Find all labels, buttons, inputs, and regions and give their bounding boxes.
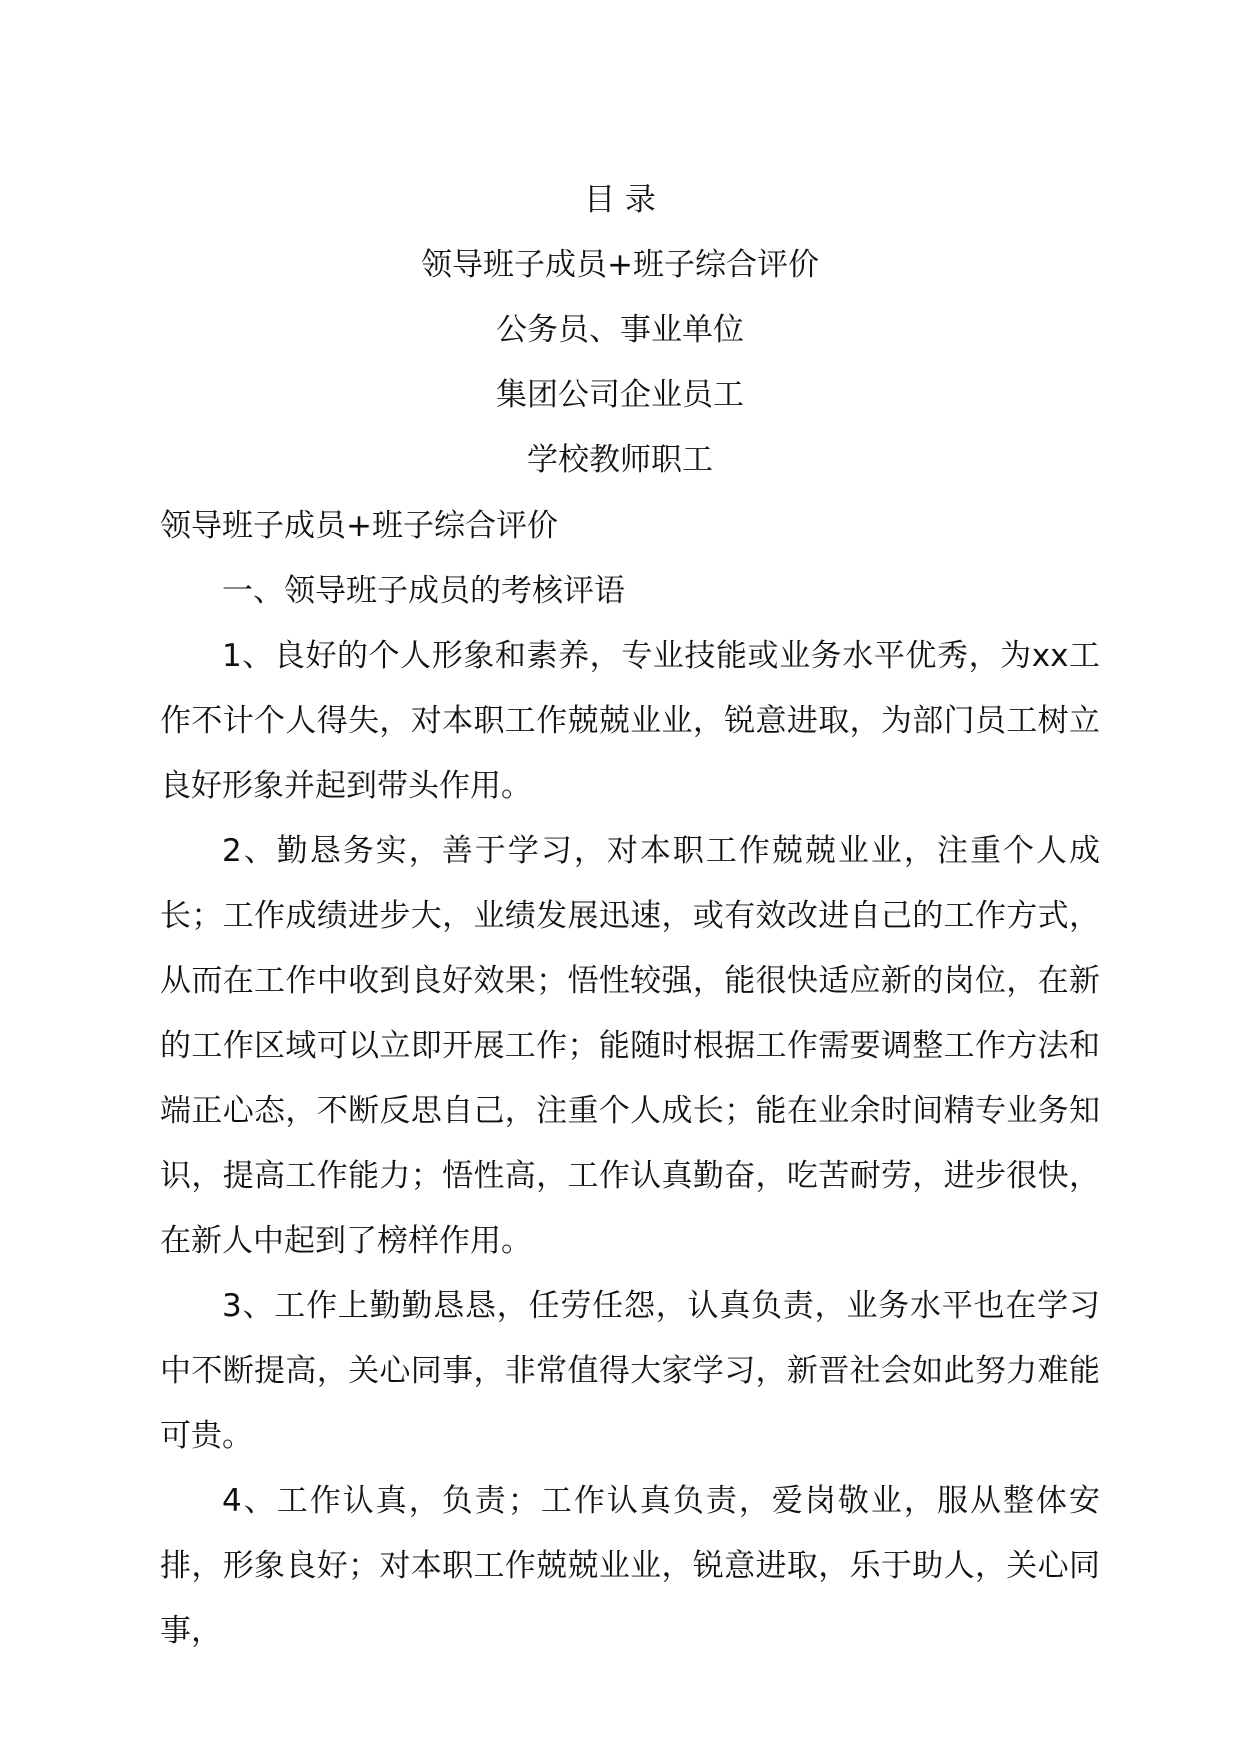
toc-entry: 领导班子成员+班子综合评价	[421, 247, 819, 283]
paragraph: 4、工作认真，负责；工作认真负责，爱岗敬业，服从整体安排，形象良好；对本职工作兢兢业业，锐意进取，乐于助人，关心同事，	[160, 1483, 1100, 1649]
subsection-title: 一、领导班子成员的考核评语	[222, 573, 625, 609]
paragraph: 2、勤恳务实，善于学习，对本职工作兢兢业业，注重个人成长；工作成绩进步大，业绩发展迅速，或有效改进自己的工作方式，从而在工作中收到良好效果；悟性较强，能很快适应新的岗位，在新的工作区域可以立即开展工作；能随时根据工作需要调整工作方法和端正心态，不断反思自己，注重个人成长；能在业余时间精专业务知识，提高工作能力；悟性高，工作认真勤奋，吃苦耐劳，进步很快，在新人中起到了榜样作用。	[160, 833, 1100, 1259]
toc-title: 目 录	[584, 182, 656, 218]
table-of-contents	[0, 168, 1240, 493]
section-title: 领导班子成员+班子综合评价	[160, 508, 558, 544]
toc-entry: 公务员、事业单位	[496, 312, 744, 348]
toc-entry: 学校教师职工	[527, 442, 713, 478]
paragraph: 1、良好的个人形象和素养，专业技能或业务水平优秀，为xx工作不计个人得失，对本职工作兢兢业业，锐意进取，为部门员工树立良好形象并起到带头作用。	[160, 638, 1100, 804]
document-body	[160, 494, 1100, 1664]
paragraph: 3、工作上勤勤恳恳，任劳任怨，认真负责，业务水平也在学习中不断提高，关心同事，非常值得大家学习，新晋社会如此努力难能可贵。	[160, 1288, 1100, 1454]
toc-entry: 集团公司企业员工	[496, 377, 744, 413]
